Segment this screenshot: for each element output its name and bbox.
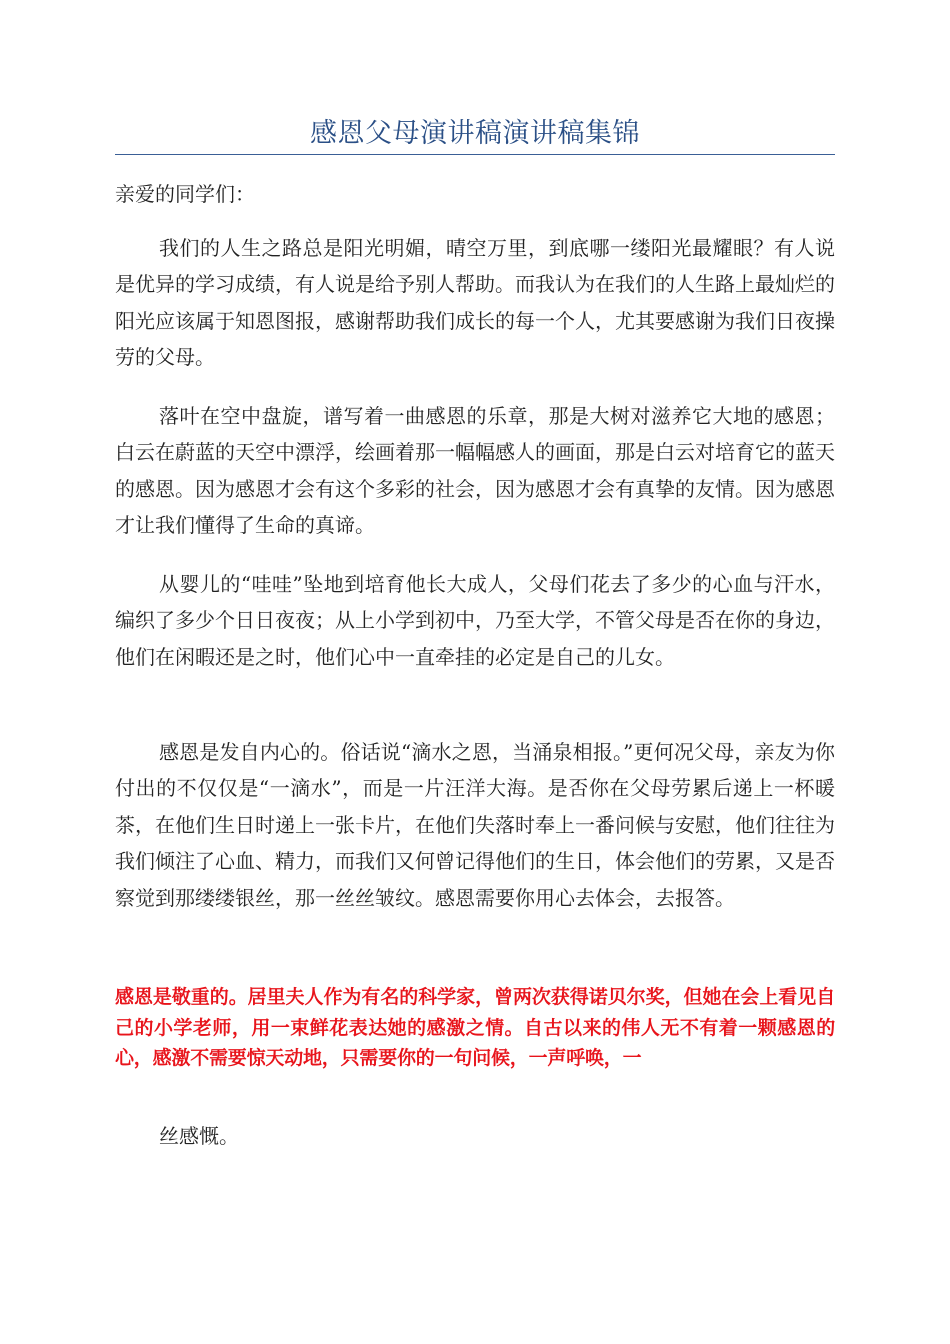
salutation: 亲爱的同学们： [115,182,255,206]
paragraph-4: 感恩是发自内心的。俗话说“滴水之恩，当涌泉相报。”更何况父母，亲友为你付出的不仅仅是“一滴水”，而是一片汪洋大海。是否你在父母劳累后递上一杯暖茶，在他们生日时递上一张卡片，在他们失落时奉上一番问候与安慰，他们往往为我们倾注了心血、精力，而我们又何曾记得他们的生日，体会他们的劳累，又是否察觉到那缕缕银丝，那一丝丝皱纹。感恩需要你用心去体会，去报答。 [115,740,835,910]
trailing-text: 丝感慨。 [159,1124,239,1148]
paragraph-3: 从婴儿的“哇哇”坠地到培育他长大成人，父母们花去了多少的心血与汗水，编织了多少个日日夜夜；从上小学到初中，乃至大学，不管父母是否在你的身边，他们在闲暇还是之时，他们心中一直牵挂的必定是自己的儿女。 [115,572,835,669]
title-underline [115,154,835,155]
page-title: 感恩父母演讲稿演讲稿集锦 [310,118,640,149]
paragraph-2: 落叶在空中盘旋，谱写着一曲感恩的乐章，那是大树对滋养它大地的感恩；白云在蔚蓝的天空中漂浮，绘画着那一幅幅感人的画面，那是白云对培育它的蓝天的感恩。因为感恩才会有这个多彩的社会，因为感恩才会有真挚的友情。因为感恩才让我们懂得了生命的真谛。 [115,404,835,538]
paragraph-1: 我们的人生之路总是阳光明媚，晴空万里，到底哪一缕阳光最耀眼？有人说是优异的学习成绩，有人说是给予别人帮助。而我认为在我们的人生路上最灿烂的阳光应该属于知恩图报，感谢帮助我们成长的每一个人，尤其要感谢为我们日夜操劳的父母。 [115,236,835,370]
highlight-paragraph: 感恩是敬重的。居里夫人作为有名的科学家，曾两次获得诺贝尔奖，但她在会上看见自己的小学老师，用一束鲜花表达她的感激之情。自古以来的伟人无不有着一颗感恩的心，感激不需要惊天动地，只需要你的一句问候，一声呼唤，一 [115,986,835,1069]
